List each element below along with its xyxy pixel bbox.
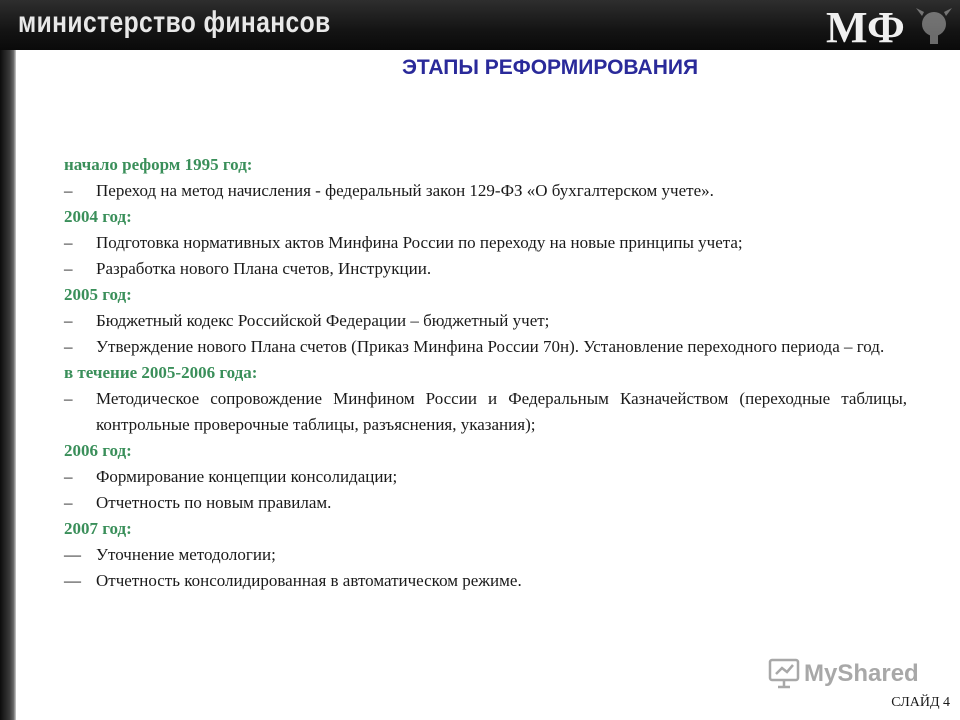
list-item: [64, 386, 907, 438]
item-text: Формирование концепции консолидации;: [96, 467, 398, 486]
list-item: [64, 230, 907, 256]
item-text: Разработка нового Плана счетов, Инструкции.: [96, 259, 432, 278]
list-item: [64, 256, 907, 282]
section: [64, 204, 907, 282]
list-item: [64, 464, 907, 490]
dash-bullet: –: [64, 493, 73, 512]
item-text: Методическое сопровождение Минфином России и Федеральным Казначейством (переходные таблицы, контрольные проверочные таблицы, разъяснения, указания);: [96, 389, 907, 434]
list-item: [64, 490, 907, 516]
myshared-watermark: [768, 654, 938, 690]
section: [64, 438, 907, 516]
dash-bullet: –: [64, 181, 73, 200]
item-text: Уточнение методологии;: [96, 545, 276, 564]
logo-letter-m: МФ: [826, 3, 905, 48]
section: [64, 360, 907, 438]
slide-number: СЛАЙД 4: [891, 695, 950, 710]
dash-bullet: –: [64, 389, 73, 408]
section-heading: 2007 год:: [64, 519, 132, 538]
ministry-logo: [826, 2, 956, 48]
section-heading: 2004 год:: [64, 207, 132, 226]
list-item: [64, 568, 907, 594]
dash-bullet: —: [64, 571, 81, 590]
dash-bullet: –: [64, 467, 73, 486]
list-item: [64, 178, 907, 204]
section: [64, 152, 907, 204]
section-heading: 2005 год:: [64, 285, 132, 304]
section: [64, 516, 907, 594]
item-text: Отчетность по новым правилам.: [96, 493, 332, 512]
list-item: [64, 308, 907, 334]
section-heading: начало реформ 1995 год:: [64, 155, 253, 174]
item-text: Подготовка нормативных актов Минфина России по переходу на новые принципы учета;: [96, 233, 743, 252]
list-item: [64, 542, 907, 568]
dash-bullet: —: [64, 545, 81, 564]
item-text: Утверждение нового Плана счетов (Приказ Минфина России 70н). Установление переходного периода – год.: [96, 337, 885, 356]
header-bar: [0, 0, 960, 50]
section-heading: 2006 год:: [64, 441, 132, 460]
slide-title: ЭТАПЫ РЕФОРМИРОВАНИЯ: [401, 56, 699, 79]
ministry-name: министерство финансов: [18, 6, 331, 39]
watermark-text: MyShared: [804, 660, 919, 687]
item-text: Бюджетный кодекс Российской Федерации – бюджетный учет;: [96, 311, 550, 330]
dash-bullet: –: [64, 337, 73, 356]
section-heading: в течение 2005-2006 года:: [64, 363, 258, 382]
presentation-icon: [770, 660, 798, 687]
left-sidebar-bar: [0, 50, 16, 720]
dash-bullet: –: [64, 311, 73, 330]
section: [64, 282, 907, 360]
double-eagle-icon: [916, 8, 952, 44]
item-text: Отчетность консолидированная в автоматическом режиме.: [96, 571, 522, 590]
reform-stages-list: [64, 152, 907, 594]
list-item: [64, 334, 907, 360]
dash-bullet: –: [64, 259, 73, 278]
item-text: Переход на метод начисления - федеральный закон 129-ФЗ «О бухгалтерском учете».: [96, 181, 714, 200]
dash-bullet: –: [64, 233, 73, 252]
